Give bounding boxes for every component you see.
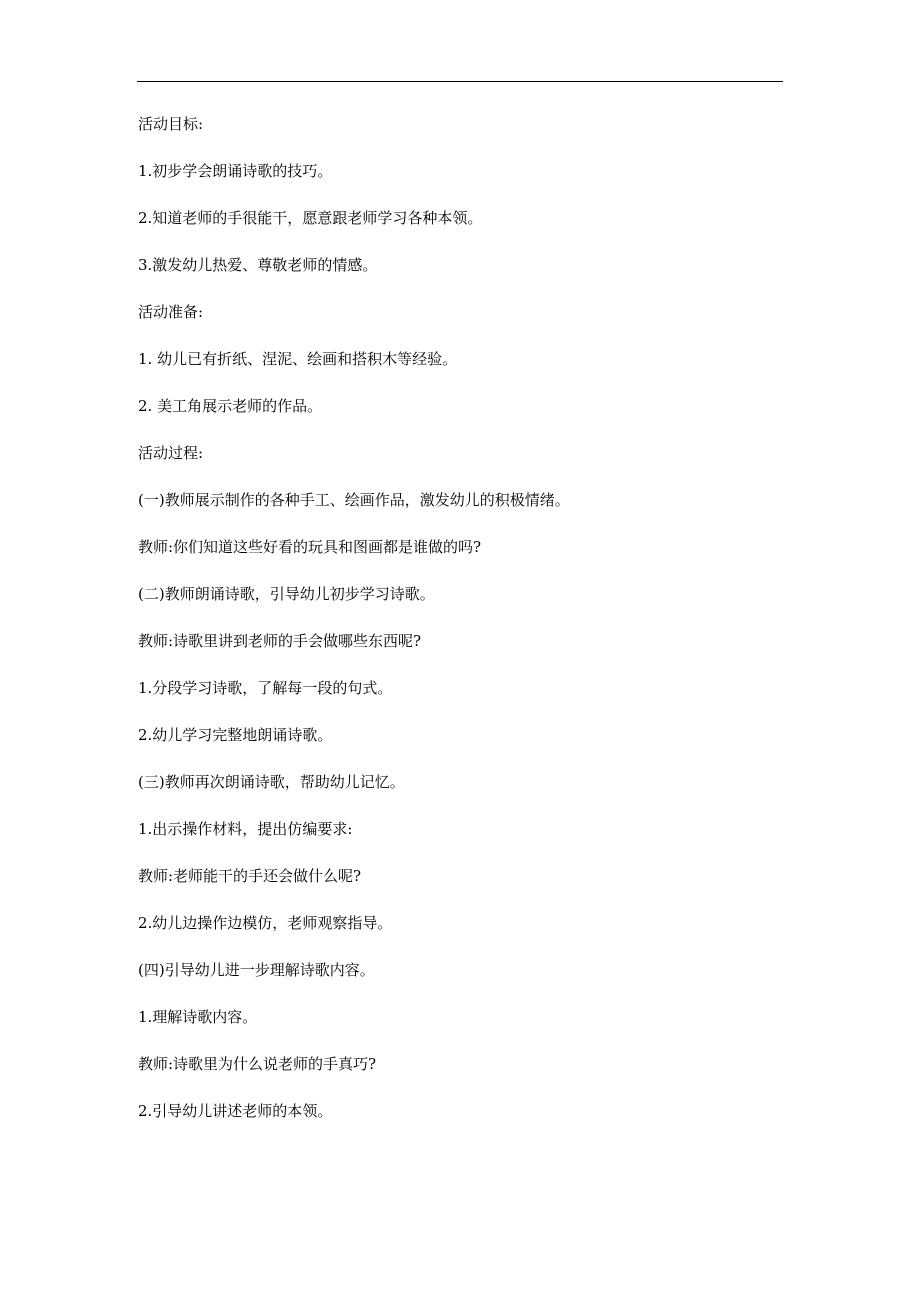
text-line: 2.幼儿学习完整地朗诵诗歌。 [138,726,333,744]
text-line: 1.出示操作材料，提出仿编要求: [138,820,353,838]
text-line: 2.引导幼儿讲述老师的本领。 [138,1102,333,1120]
text-line: 2.知道老师的手很能干，愿意跟老师学习各种本领。 [138,209,483,227]
text-line: (二)教师朗诵诗歌，引导幼儿初步学习诗歌。 [138,585,435,603]
text-line: 教师:诗歌里讲到老师的手会做哪些东西呢? [138,632,422,650]
header-rule [137,81,783,82]
text-line: 3.激发幼儿热爱、尊敬老师的情感。 [138,256,378,274]
section-heading-preparation: 活动准备: [138,303,204,321]
text-line: (一)教师展示制作的各种手工、绘画作品，激发幼儿的积极情绪。 [138,491,570,509]
text-line: 1.理解诗歌内容。 [138,1008,258,1026]
text-line: 教师:老师能干的手还会做什么呢? [138,867,362,885]
text-line: 2. 美工角展示老师的作品。 [138,397,323,415]
text-line: 2.幼儿边操作边模仿，老师观察指导。 [138,914,393,932]
document-body [138,111,788,1145]
text-line: 教师:你们知道这些好看的玩具和图画都是谁做的吗? [138,538,482,556]
text-line: 教师:诗歌里为什么说老师的手真巧? [138,1055,377,1073]
text-line: 1.分段学习诗歌，了解每一段的句式。 [138,679,393,697]
text-line: 1. 幼儿已有折纸、涅泥、绘画和搭积木等经验。 [138,350,458,368]
text-line: (三)教师再次朗诵诗歌，帮助幼儿记忆。 [138,773,405,791]
section-heading-goals: 活动目标: [138,115,204,133]
text-line: 1.初步学会朗诵诗歌的技巧。 [138,162,333,180]
section-heading-process: 活动过程: [138,444,204,462]
text-line: (四)引导幼儿进一步理解诗歌内容。 [138,961,375,979]
